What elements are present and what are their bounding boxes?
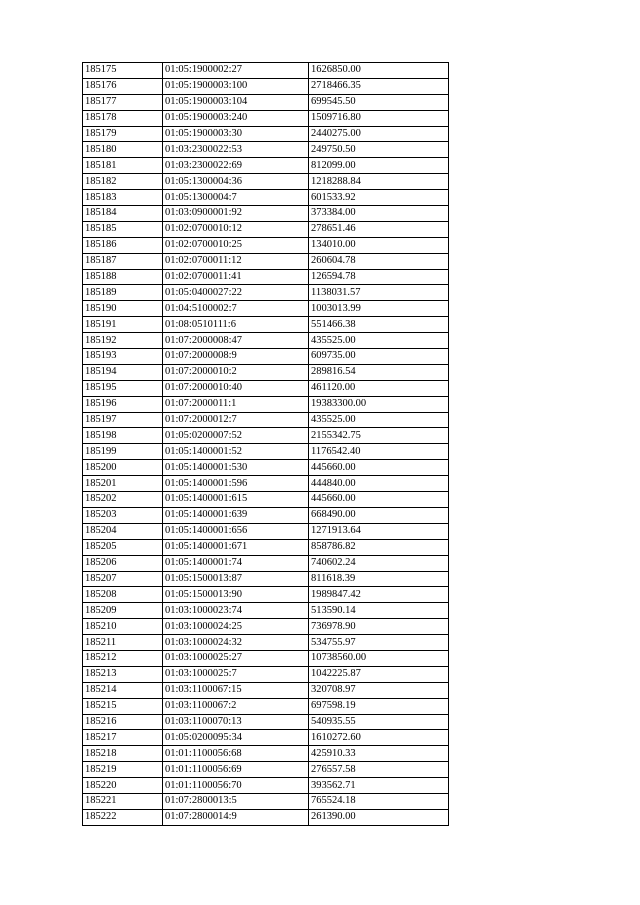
table-row [83, 78, 449, 94]
row-number-cell: 185208 [83, 587, 163, 603]
row-number-cell: 185200 [83, 460, 163, 476]
table-body [83, 63, 449, 826]
row-number-cell: 185220 [83, 778, 163, 794]
table-row [83, 778, 449, 794]
table-row [83, 571, 449, 587]
table-row [83, 523, 449, 539]
table-row [83, 301, 449, 317]
cadastral-number-cell: 01:03:2300022:69 [163, 158, 309, 174]
row-number-cell: 185216 [83, 714, 163, 730]
value-cell: 1218288.84 [309, 174, 449, 190]
row-number-cell: 185196 [83, 396, 163, 412]
row-number-cell: 185214 [83, 682, 163, 698]
row-number-cell: 185177 [83, 94, 163, 110]
cadastral-number-cell: 01:07:2000012:7 [163, 412, 309, 428]
row-number-cell: 185209 [83, 603, 163, 619]
value-cell: 393562.71 [309, 778, 449, 794]
table-row [83, 174, 449, 190]
value-cell: 2440275.00 [309, 126, 449, 142]
cadastral-number-cell: 01:07:2800014:9 [163, 809, 309, 825]
row-number-cell: 185199 [83, 444, 163, 460]
value-cell: 445660.00 [309, 492, 449, 508]
cadastral-number-cell: 01:03:1000025:27 [163, 650, 309, 666]
row-number-cell: 185198 [83, 428, 163, 444]
cadastral-number-cell: 01:05:0400027:22 [163, 285, 309, 301]
cadastral-number-cell: 01:03:1000023:74 [163, 603, 309, 619]
value-cell: 261390.00 [309, 809, 449, 825]
row-number-cell: 185185 [83, 221, 163, 237]
value-cell: 10738560.00 [309, 650, 449, 666]
value-cell: 276557.58 [309, 762, 449, 778]
data-table [82, 62, 449, 826]
value-cell: 461120.00 [309, 380, 449, 396]
cadastral-number-cell: 01:05:1400001:74 [163, 555, 309, 571]
cadastral-number-cell: 01:02:0700011:41 [163, 269, 309, 285]
value-cell: 435525.00 [309, 412, 449, 428]
row-number-cell: 185215 [83, 698, 163, 714]
value-cell: 445660.00 [309, 460, 449, 476]
row-number-cell: 185186 [83, 237, 163, 253]
row-number-cell: 185194 [83, 364, 163, 380]
table-row [83, 206, 449, 222]
row-number-cell: 185175 [83, 63, 163, 79]
table-row [83, 396, 449, 412]
cadastral-number-cell: 01:08:0510111:6 [163, 317, 309, 333]
value-cell: 1271913.64 [309, 523, 449, 539]
row-number-cell: 185189 [83, 285, 163, 301]
table-row [83, 110, 449, 126]
row-number-cell: 185205 [83, 539, 163, 555]
table-row [83, 444, 449, 460]
value-cell: 2718466.35 [309, 78, 449, 94]
table-row [83, 746, 449, 762]
row-number-cell: 185210 [83, 619, 163, 635]
row-number-cell: 185201 [83, 476, 163, 492]
table-row [83, 333, 449, 349]
row-number-cell: 185178 [83, 110, 163, 126]
table-row [83, 253, 449, 269]
cadastral-number-cell: 01:05:1400001:52 [163, 444, 309, 460]
value-cell: 1509716.80 [309, 110, 449, 126]
table-row [83, 142, 449, 158]
table-row [83, 587, 449, 603]
row-number-cell: 185187 [83, 253, 163, 269]
row-number-cell: 185207 [83, 571, 163, 587]
row-number-cell: 185182 [83, 174, 163, 190]
cadastral-number-cell: 01:03:1100067:15 [163, 682, 309, 698]
table-row [83, 619, 449, 635]
table-row [83, 190, 449, 206]
cadastral-number-cell: 01:05:1400001:639 [163, 507, 309, 523]
cadastral-number-cell: 01:05:0200095:34 [163, 730, 309, 746]
table-row [83, 317, 449, 333]
row-number-cell: 185212 [83, 650, 163, 666]
table-row [83, 762, 449, 778]
value-cell: 134010.00 [309, 237, 449, 253]
cadastral-number-cell: 01:01:1100056:69 [163, 762, 309, 778]
table-row [83, 793, 449, 809]
value-cell: 540935.55 [309, 714, 449, 730]
value-cell: 765524.18 [309, 793, 449, 809]
document-page [82, 62, 449, 826]
row-number-cell: 185213 [83, 666, 163, 682]
table-row [83, 682, 449, 698]
cadastral-number-cell: 01:05:1300004:7 [163, 190, 309, 206]
value-cell: 289816.54 [309, 364, 449, 380]
value-cell: 1042225.87 [309, 666, 449, 682]
table-row [83, 349, 449, 365]
table-row [83, 94, 449, 110]
row-number-cell: 185193 [83, 349, 163, 365]
cadastral-number-cell: 01:07:2000008:9 [163, 349, 309, 365]
cadastral-number-cell: 01:05:1500013:90 [163, 587, 309, 603]
cadastral-number-cell: 01:05:1500013:87 [163, 571, 309, 587]
table-row [83, 730, 449, 746]
row-number-cell: 185195 [83, 380, 163, 396]
value-cell: 1176542.40 [309, 444, 449, 460]
cadastral-number-cell: 01:05:1900003:104 [163, 94, 309, 110]
value-cell: 1989847.42 [309, 587, 449, 603]
row-number-cell: 185217 [83, 730, 163, 746]
row-number-cell: 185180 [83, 142, 163, 158]
table-row [83, 666, 449, 682]
row-number-cell: 185192 [83, 333, 163, 349]
table-row [83, 380, 449, 396]
row-number-cell: 185188 [83, 269, 163, 285]
cadastral-number-cell: 01:03:1100070:13 [163, 714, 309, 730]
value-cell: 435525.00 [309, 333, 449, 349]
value-cell: 249750.50 [309, 142, 449, 158]
value-cell: 609735.00 [309, 349, 449, 365]
value-cell: 513590.14 [309, 603, 449, 619]
value-cell: 858786.82 [309, 539, 449, 555]
cadastral-number-cell: 01:01:1100056:68 [163, 746, 309, 762]
cadastral-number-cell: 01:05:1400001:530 [163, 460, 309, 476]
table-row [83, 476, 449, 492]
table-row [83, 507, 449, 523]
row-number-cell: 185203 [83, 507, 163, 523]
table-row [83, 364, 449, 380]
value-cell: 668490.00 [309, 507, 449, 523]
row-number-cell: 185176 [83, 78, 163, 94]
table-row [83, 285, 449, 301]
row-number-cell: 185191 [83, 317, 163, 333]
cadastral-number-cell: 01:05:1900002:27 [163, 63, 309, 79]
table-row [83, 63, 449, 79]
value-cell: 811618.39 [309, 571, 449, 587]
value-cell: 425910.33 [309, 746, 449, 762]
value-cell: 126594.78 [309, 269, 449, 285]
cadastral-number-cell: 01:05:1900003:240 [163, 110, 309, 126]
value-cell: 1138031.57 [309, 285, 449, 301]
value-cell: 1610272.60 [309, 730, 449, 746]
value-cell: 697598.19 [309, 698, 449, 714]
table-row [83, 555, 449, 571]
value-cell: 278651.46 [309, 221, 449, 237]
row-number-cell: 185181 [83, 158, 163, 174]
row-number-cell: 185211 [83, 635, 163, 651]
value-cell: 551466.38 [309, 317, 449, 333]
cadastral-number-cell: 01:05:1400001:656 [163, 523, 309, 539]
table-row [83, 221, 449, 237]
table-row [83, 269, 449, 285]
row-number-cell: 185184 [83, 206, 163, 222]
cadastral-number-cell: 01:01:1100056:70 [163, 778, 309, 794]
table-row [83, 603, 449, 619]
cadastral-number-cell: 01:05:1900003:30 [163, 126, 309, 142]
value-cell: 373384.00 [309, 206, 449, 222]
value-cell: 19383300.00 [309, 396, 449, 412]
row-number-cell: 185222 [83, 809, 163, 825]
value-cell: 601533.92 [309, 190, 449, 206]
table-row [83, 428, 449, 444]
value-cell: 812099.00 [309, 158, 449, 174]
cadastral-number-cell: 01:03:1000025:7 [163, 666, 309, 682]
table-row [83, 237, 449, 253]
cadastral-number-cell: 01:05:1900003:100 [163, 78, 309, 94]
value-cell: 736978.90 [309, 619, 449, 635]
row-number-cell: 185219 [83, 762, 163, 778]
value-cell: 699545.50 [309, 94, 449, 110]
cadastral-number-cell: 01:02:0700011:12 [163, 253, 309, 269]
row-number-cell: 185197 [83, 412, 163, 428]
cadastral-number-cell: 01:07:2000011:1 [163, 396, 309, 412]
table-row [83, 698, 449, 714]
table-row [83, 460, 449, 476]
value-cell: 320708.97 [309, 682, 449, 698]
table-row [83, 126, 449, 142]
row-number-cell: 185218 [83, 746, 163, 762]
row-number-cell: 185183 [83, 190, 163, 206]
cadastral-number-cell: 01:03:2300022:53 [163, 142, 309, 158]
row-number-cell: 185202 [83, 492, 163, 508]
value-cell: 2155342.75 [309, 428, 449, 444]
cadastral-number-cell: 01:03:1000024:25 [163, 619, 309, 635]
table-row [83, 492, 449, 508]
table-row [83, 412, 449, 428]
cadastral-number-cell: 01:04:5100002:7 [163, 301, 309, 317]
cadastral-number-cell: 01:05:1400001:596 [163, 476, 309, 492]
row-number-cell: 185221 [83, 793, 163, 809]
cadastral-number-cell: 01:07:2000010:2 [163, 364, 309, 380]
row-number-cell: 185190 [83, 301, 163, 317]
cadastral-number-cell: 01:07:2000010:40 [163, 380, 309, 396]
cadastral-number-cell: 01:03:0900001:92 [163, 206, 309, 222]
cadastral-number-cell: 01:07:2800013:5 [163, 793, 309, 809]
table-row [83, 539, 449, 555]
table-row [83, 650, 449, 666]
value-cell: 444840.00 [309, 476, 449, 492]
cadastral-number-cell: 01:05:1400001:615 [163, 492, 309, 508]
cadastral-number-cell: 01:03:1000024:32 [163, 635, 309, 651]
value-cell: 740602.24 [309, 555, 449, 571]
row-number-cell: 185206 [83, 555, 163, 571]
cadastral-number-cell: 01:02:0700010:12 [163, 221, 309, 237]
value-cell: 260604.78 [309, 253, 449, 269]
cadastral-number-cell: 01:02:0700010:25 [163, 237, 309, 253]
value-cell: 1626850.00 [309, 63, 449, 79]
table-row [83, 809, 449, 825]
cadastral-number-cell: 01:05:0200007:52 [163, 428, 309, 444]
value-cell: 534755.97 [309, 635, 449, 651]
cadastral-number-cell: 01:05:1300004:36 [163, 174, 309, 190]
value-cell: 1003013.99 [309, 301, 449, 317]
row-number-cell: 185179 [83, 126, 163, 142]
table-row [83, 714, 449, 730]
table-row [83, 158, 449, 174]
cadastral-number-cell: 01:03:1100067:2 [163, 698, 309, 714]
table-row [83, 635, 449, 651]
cadastral-number-cell: 01:07:2000008:47 [163, 333, 309, 349]
row-number-cell: 185204 [83, 523, 163, 539]
cadastral-number-cell: 01:05:1400001:671 [163, 539, 309, 555]
